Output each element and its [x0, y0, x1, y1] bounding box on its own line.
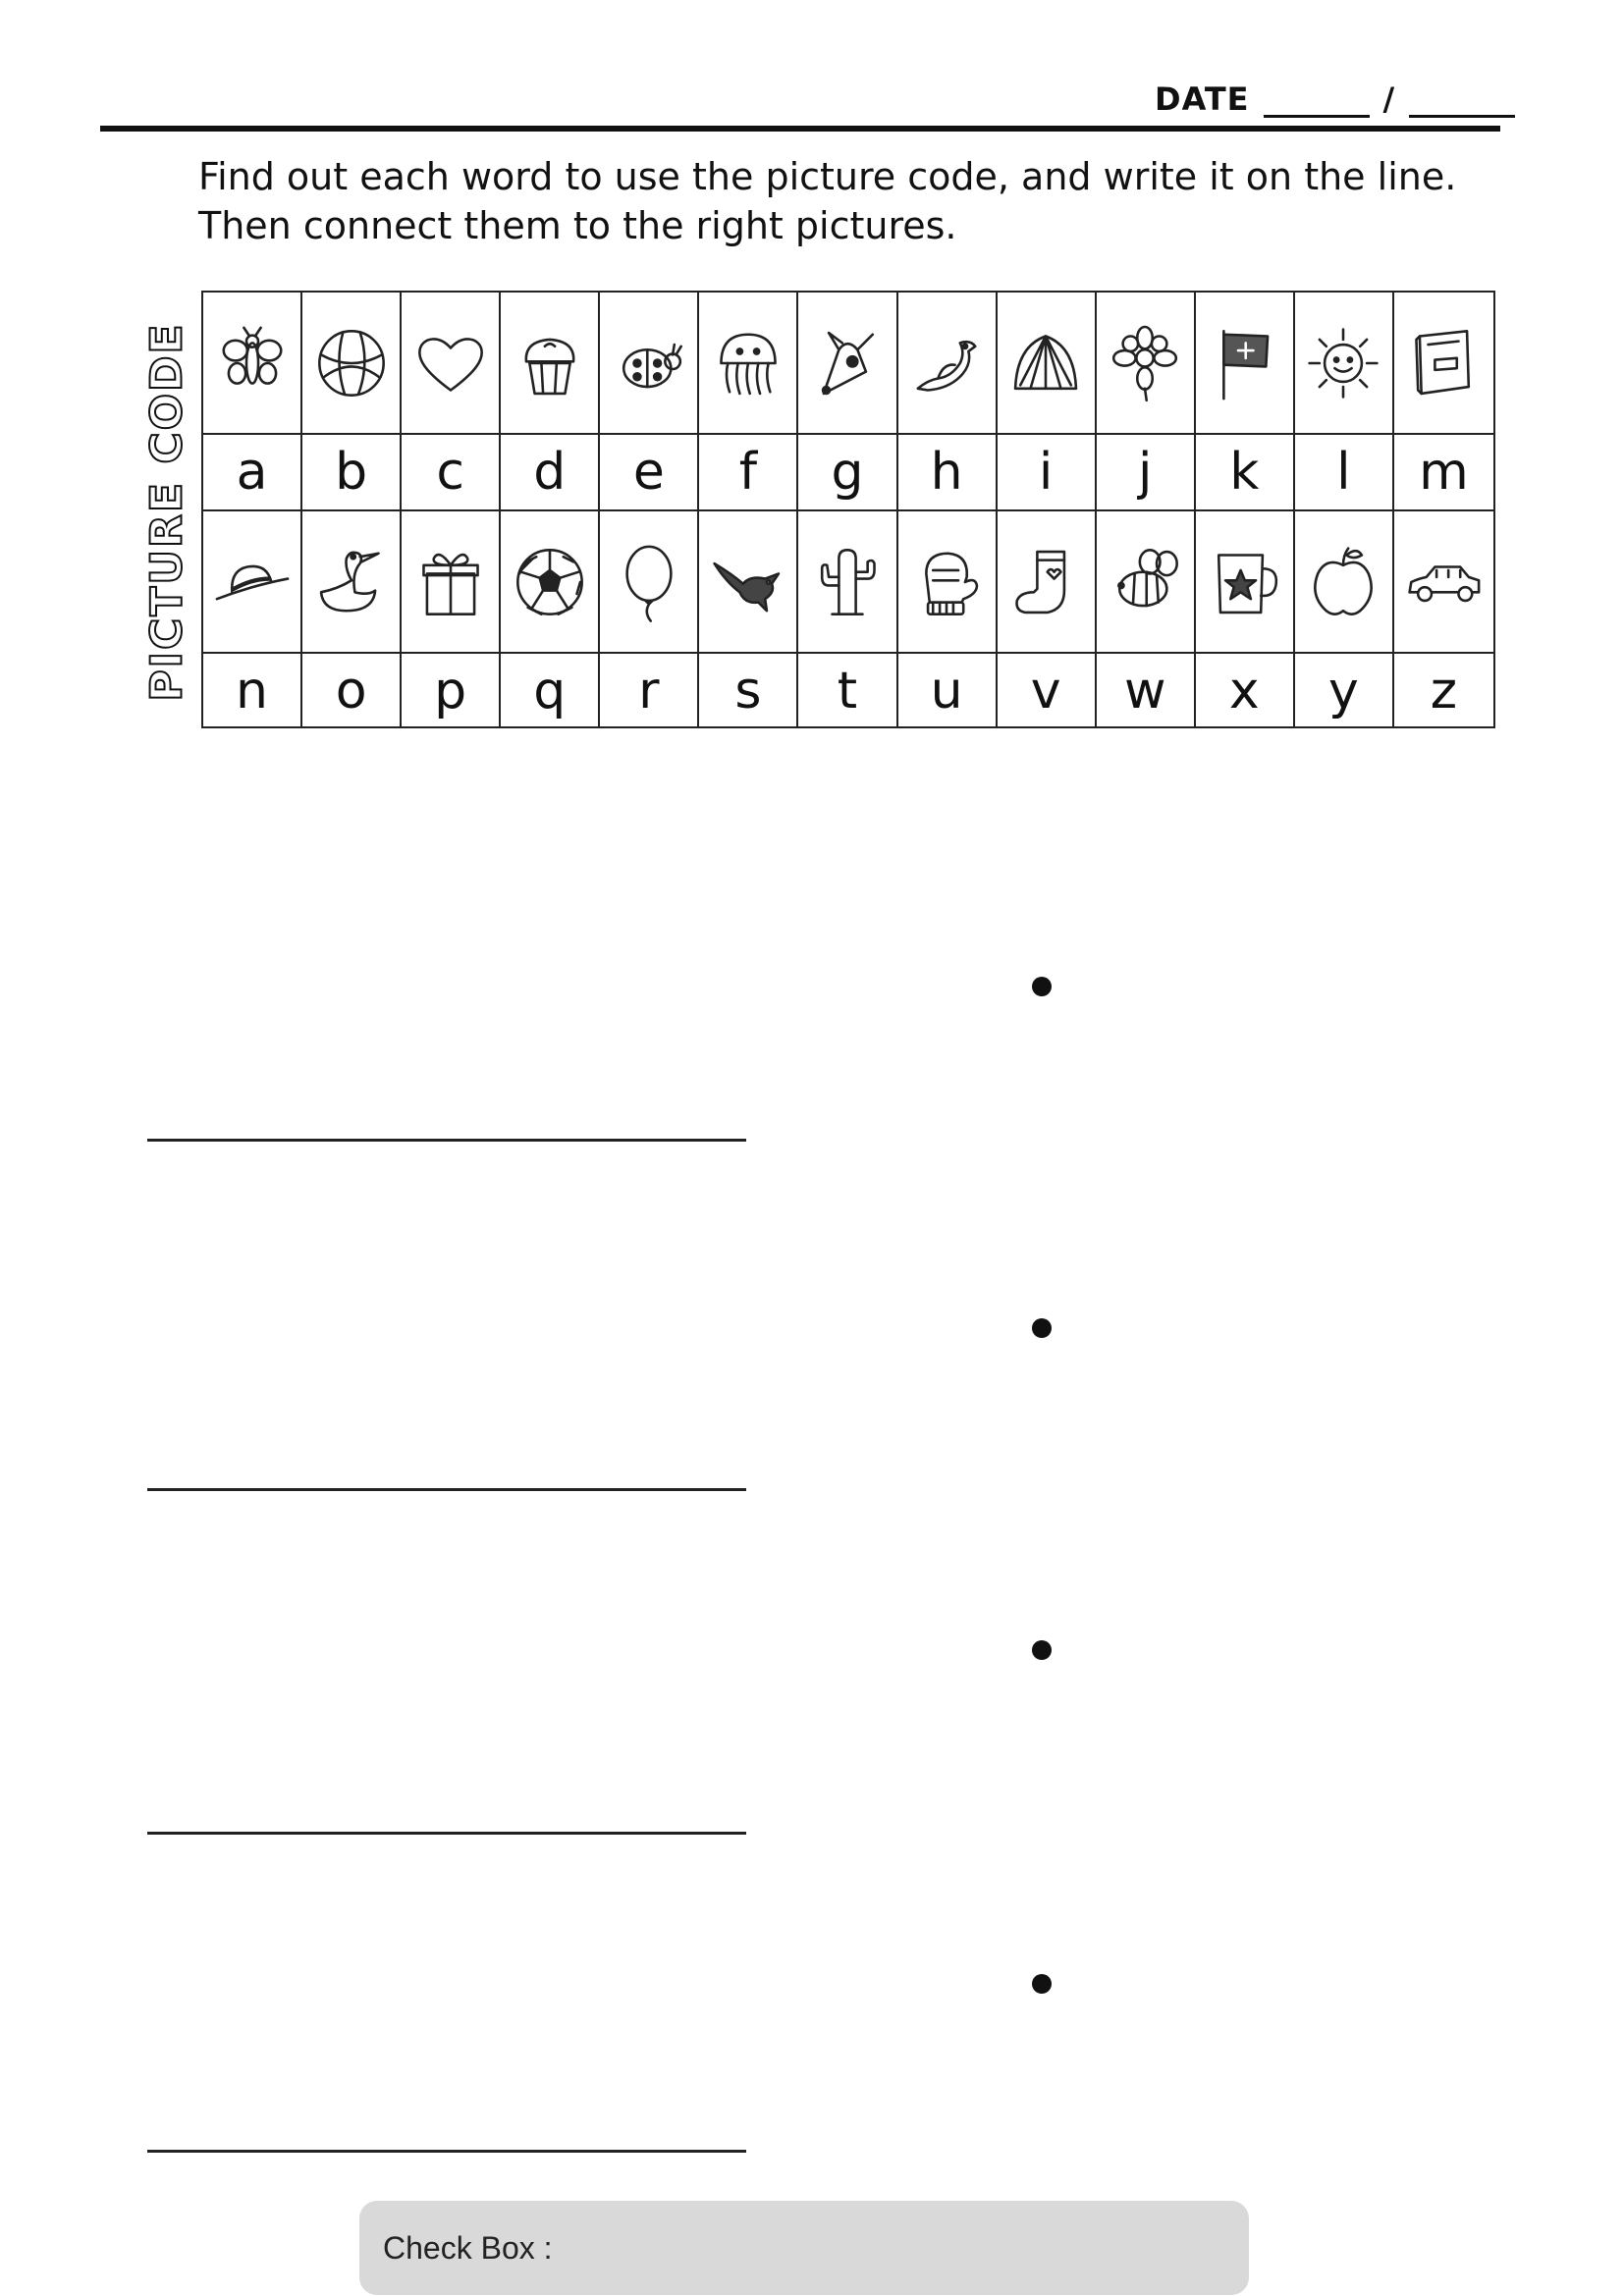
date-label: DATE — [1155, 80, 1250, 118]
picture-cell-a — [203, 293, 302, 435]
picture-cell-h — [898, 293, 998, 435]
picture-cell-n — [203, 511, 302, 654]
instructions — [198, 152, 1514, 250]
picture-cell-b — [302, 293, 402, 435]
date-day-blank[interactable] — [1409, 81, 1515, 118]
flag-icon — [1202, 321, 1286, 405]
picture-cell-s — [699, 511, 798, 654]
answer-line-3[interactable] — [147, 1832, 746, 1835]
picture-cell-q — [501, 511, 600, 654]
check-box[interactable] — [359, 2201, 1249, 2295]
letter-cell-u: u — [898, 654, 998, 728]
picture-cell-y — [1295, 511, 1394, 654]
cactus-icon — [805, 540, 890, 624]
picture-cell-x — [1196, 511, 1295, 654]
letter-cell-m: m — [1394, 435, 1493, 511]
letter-cell-r: r — [600, 654, 699, 728]
picture-cell-t — [798, 511, 897, 654]
picture-cell-o — [302, 511, 402, 654]
crow-icon — [706, 540, 790, 624]
letter-cell-n: n — [203, 654, 302, 728]
letter-cell-b: b — [302, 435, 402, 511]
book-icon — [1401, 321, 1486, 405]
date-field — [1155, 69, 1528, 118]
picture-cell-z — [1394, 511, 1493, 654]
jellyfish-icon — [706, 321, 790, 405]
date-separator: / — [1382, 80, 1396, 118]
picture-cell-g — [798, 293, 897, 435]
picture-cell-u — [898, 511, 998, 654]
letter-cell-j: j — [1097, 435, 1196, 511]
heart-icon — [408, 321, 493, 405]
connect-dot-4[interactable] — [1032, 1974, 1052, 1994]
picture-cell-f — [699, 293, 798, 435]
letter-cell-c: c — [402, 435, 501, 511]
letter-cell-h: h — [898, 435, 998, 511]
answer-line-4[interactable] — [147, 2150, 746, 2153]
picture-cell-v — [998, 511, 1097, 654]
letter-cell-a: a — [203, 435, 302, 511]
letter-cell-x: x — [1196, 654, 1295, 728]
soccer-ball-icon — [508, 540, 592, 624]
picture-code-table — [201, 291, 1495, 728]
letter-cell-d: d — [501, 435, 600, 511]
letter-cell-s: s — [699, 654, 798, 728]
bee-icon — [1103, 540, 1187, 624]
letter-cell-w: w — [1097, 654, 1196, 728]
letter-cell-l: l — [1295, 435, 1394, 511]
apple-icon — [1301, 540, 1385, 624]
instruction-line-1: Find out each word to use the picture code, and write it on the line. — [198, 155, 1457, 198]
picture-cell-m — [1394, 293, 1493, 435]
picture-cell-i — [998, 293, 1097, 435]
dog-head-icon — [805, 321, 890, 405]
butterfly-icon — [210, 321, 295, 405]
picture-cell-r — [600, 511, 699, 654]
cupcake-icon — [508, 321, 592, 405]
picture-cell-p — [402, 511, 501, 654]
shell-icon — [1003, 321, 1088, 405]
picture-cell-w — [1097, 511, 1196, 654]
connect-dot-3[interactable] — [1032, 1640, 1052, 1660]
picture-cell-l — [1295, 293, 1394, 435]
letter-cell-z: z — [1430, 662, 1458, 721]
letter-cell-v: v — [998, 654, 1097, 728]
letter-cell-f: f — [699, 435, 798, 511]
date-month-blank[interactable] — [1264, 81, 1370, 118]
header-rule — [100, 126, 1500, 132]
letter-cell-p: p — [402, 654, 501, 728]
letter-cell-i: i — [998, 435, 1097, 511]
beach-ball-icon — [309, 321, 394, 405]
instruction-line-2: Then connect them to the right pictures. — [198, 204, 957, 247]
duck-icon — [309, 540, 394, 624]
picture-cell-d — [501, 293, 600, 435]
letter-cell-q: q — [501, 654, 600, 728]
gift-icon — [408, 540, 493, 624]
mitten-icon — [904, 540, 989, 624]
letter-cell-t: t — [798, 654, 897, 728]
letter-cell-y: y — [1295, 654, 1394, 728]
connect-dot-1[interactable] — [1032, 977, 1052, 996]
picture-cell-c — [402, 293, 501, 435]
letter-cell-k: k — [1196, 435, 1295, 511]
hat-icon — [210, 540, 295, 624]
picture-code-title — [141, 309, 192, 714]
picture-code-title-text: PICTURE CODE — [141, 321, 192, 702]
car-icon — [1401, 540, 1486, 624]
bird-icon — [904, 321, 989, 405]
letter-cell-g: g — [798, 435, 897, 511]
picture-cell-j — [1097, 293, 1196, 435]
letter-cell-o: o — [302, 654, 402, 728]
balloon-icon — [607, 540, 691, 624]
check-box-label: Check Box : — [383, 2229, 553, 2266]
picture-cell-k — [1196, 293, 1295, 435]
connect-dot-2[interactable] — [1032, 1318, 1052, 1338]
answer-line-2[interactable] — [147, 1488, 746, 1491]
ladybug-icon — [607, 321, 691, 405]
sun-icon — [1301, 321, 1385, 405]
picture-cell-e — [600, 293, 699, 435]
mug-icon — [1202, 540, 1286, 624]
letter-cell-e: e — [600, 435, 699, 511]
flower-icon — [1103, 321, 1187, 405]
answer-line-1[interactable] — [147, 1139, 746, 1142]
sock-icon — [1003, 540, 1088, 624]
